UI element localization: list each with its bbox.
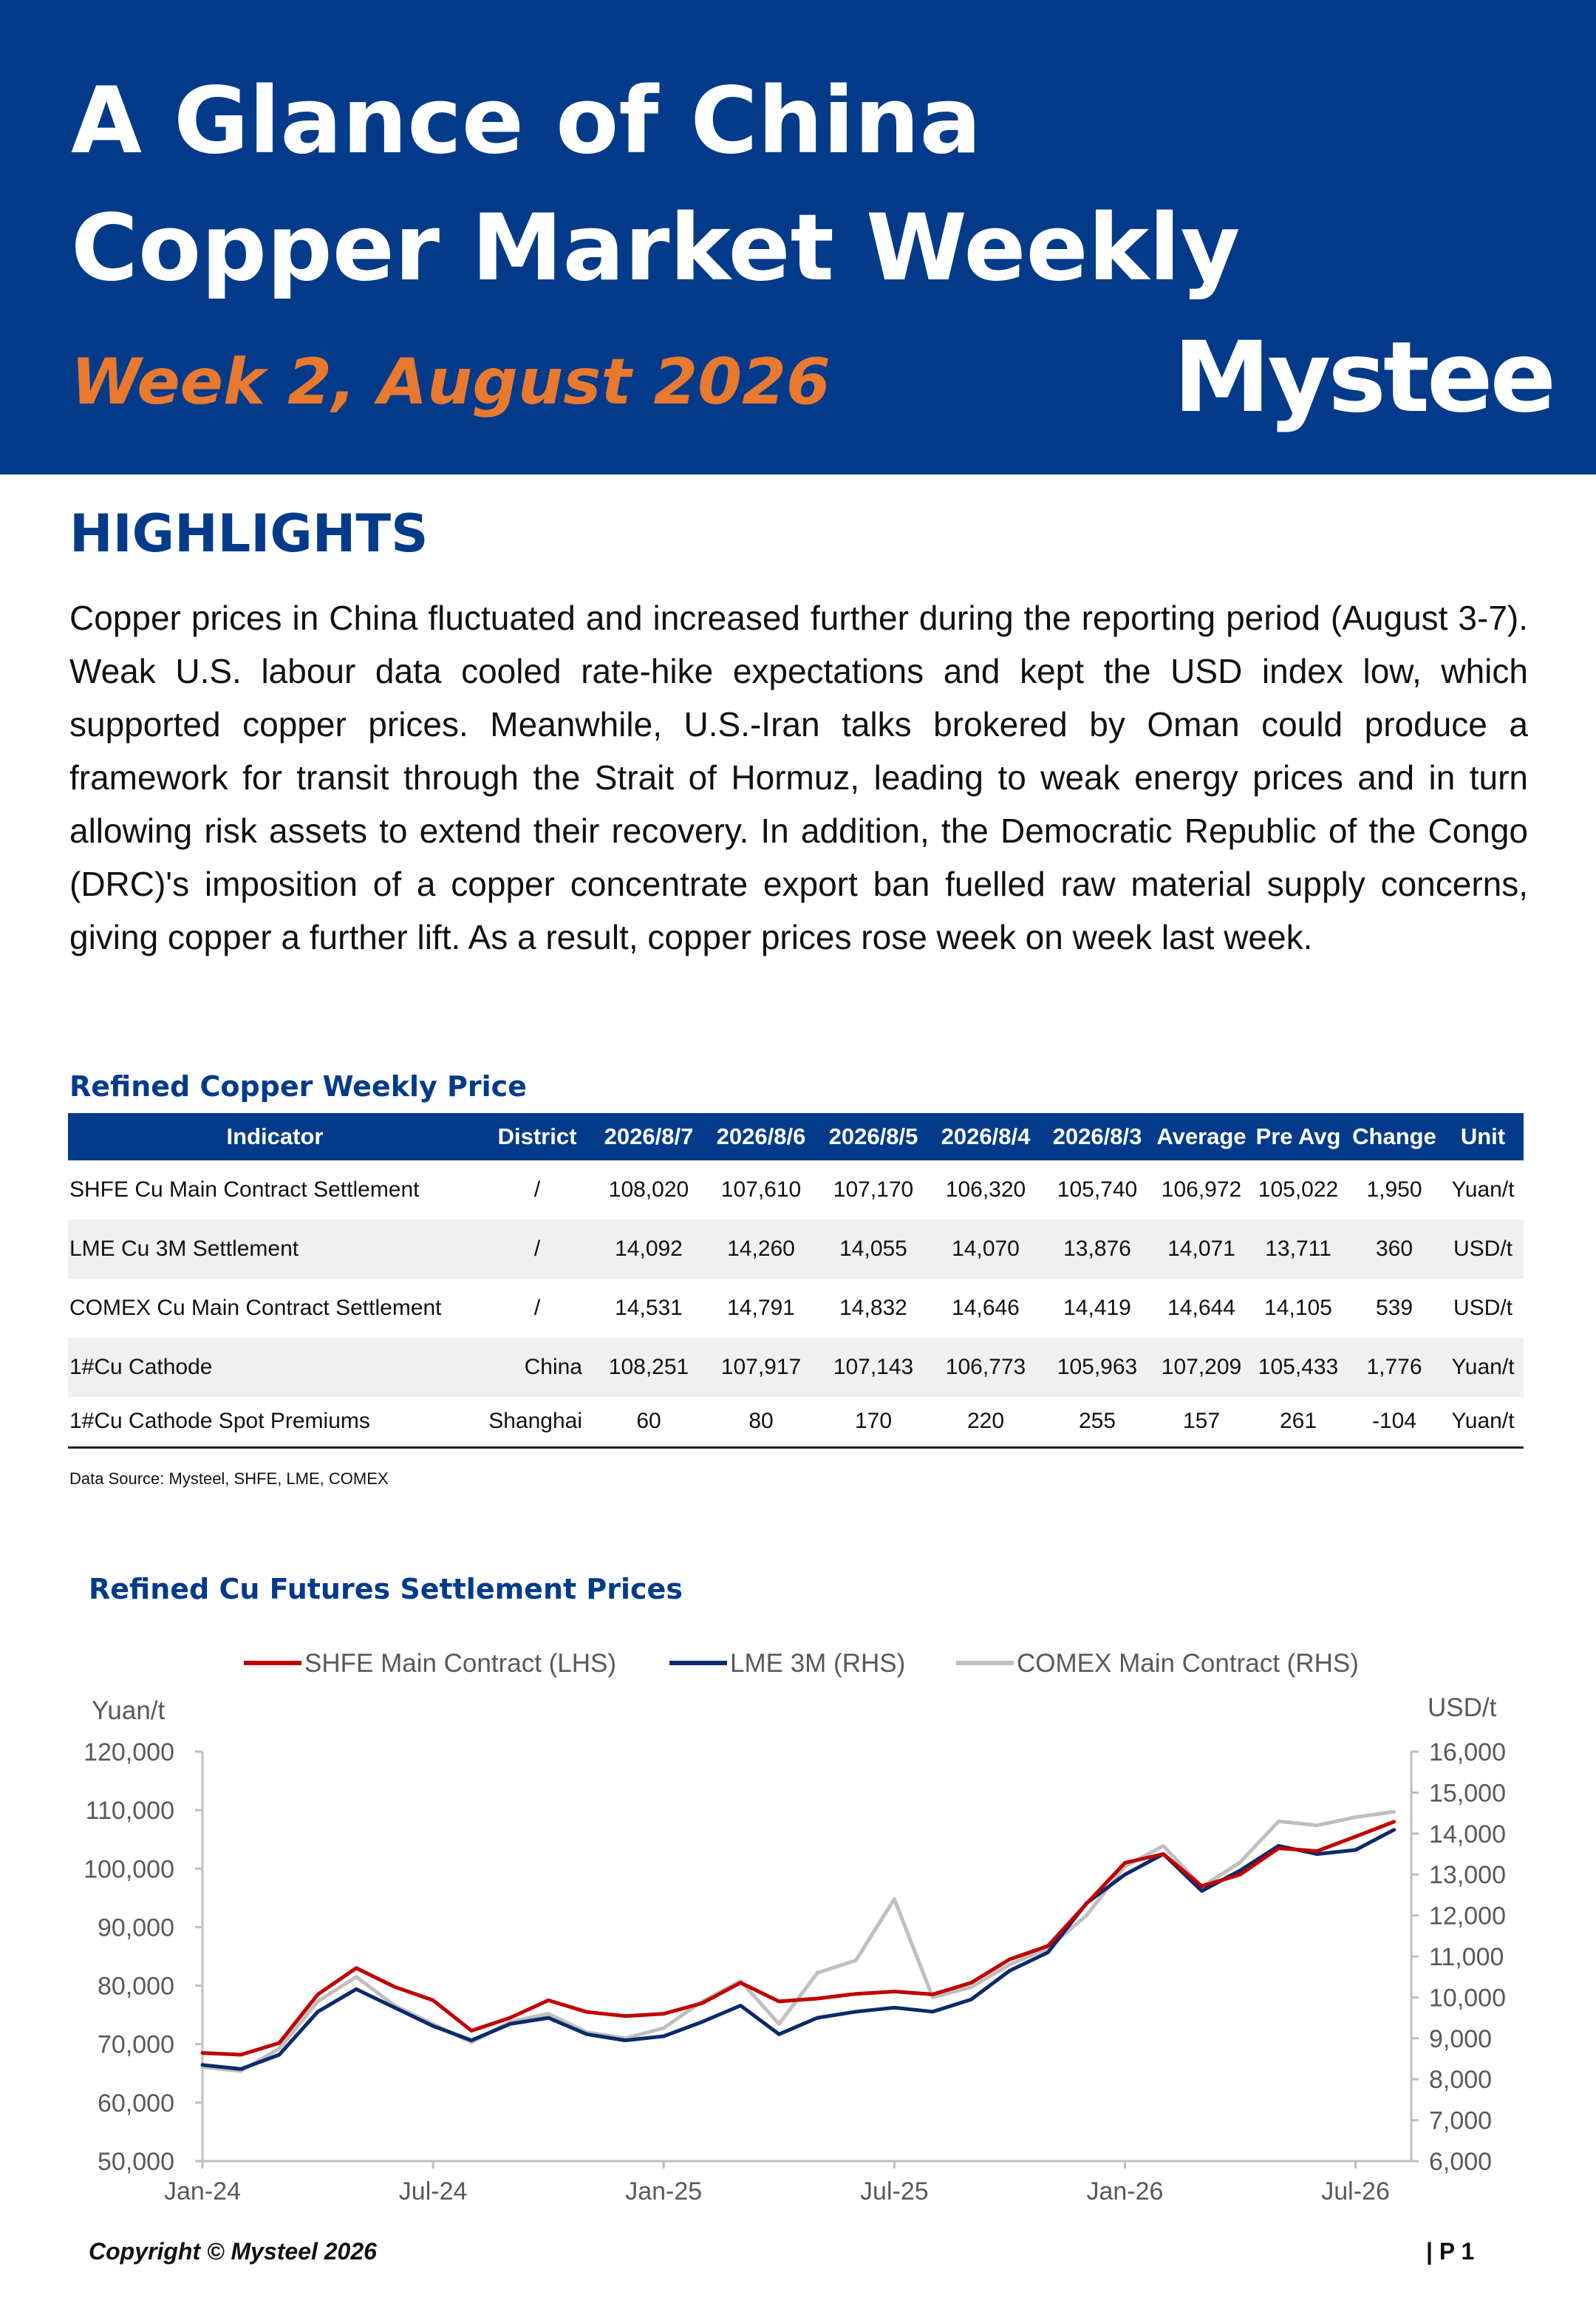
cell-value: 14,531 [615,1296,683,1320]
cell-value: 14,419 [1063,1296,1131,1320]
cell-value: 107,143 [817,1338,930,1397]
chart-series [202,1812,1394,2071]
cell-unit: USD/t [1442,1220,1524,1279]
cell-pre-avg: 105,022 [1258,1177,1339,1202]
cell-indicator: COMEX Cu Main Contract Settlement [69,1296,442,1320]
header-banner [0,0,1596,475]
x-tick-label: Jan-26 [1086,2177,1164,2203]
chart-legend [244,1649,1359,1678]
legend-label-comex: COMEX Main Contract (RHS) [1017,1649,1359,1678]
x-tick-label: Jan-25 [625,2177,703,2203]
y-tick-label-right: 7,000 [1429,2106,1493,2135]
highlights-heading: HIGHLIGHTS [69,503,429,564]
report-title: A Glance of China Copper Market Weekly [71,68,1241,302]
header-district: District [482,1113,593,1160]
table-row [68,1338,1524,1397]
price-table-title: Refined Copper Weekly Price [69,1070,527,1103]
cell-average: 14,644 [1167,1296,1235,1320]
cell-average: 107,209 [1153,1338,1250,1397]
cell-unit: Yuan/t [1442,1397,1524,1447]
cell-value: 14,832 [839,1296,907,1320]
cell-value: 107,917 [705,1338,817,1397]
y-tick-label-right: 14,000 [1429,1820,1506,1848]
header-date: 2026/8/6 [705,1113,817,1160]
y-tick-label-left: 70,000 [98,2030,174,2059]
y-tick-label-left: 100,000 [83,1855,174,1884]
cell-value: 14,791 [727,1296,795,1320]
footer-copyright: Copyright © Mysteel 2026 [89,2238,377,2265]
cell-average: 157 [1153,1397,1250,1447]
cell-average: 106,972 [1161,1177,1242,1202]
cell-value: 14,092 [593,1220,705,1279]
highlights-text: Copper prices in China fluctuated and increased further during the reporting period (August 3-7). Weak U.S. labour data cooled rate-hike expectations and kept the USD index low, which supported copper prices. Meanwhile, U.S.-Iran talks brokered by Oman could produce a framework for transit through the Strait of Hormuz, leading to weak energy prices and in turn allowing risk assets to extend their recovery. In addition, the Democratic Republic of the Congo (DRC)'s imposition of a copper concentrate export ban fuelled raw material supply concerns, giving copper a further lift. As a result, copper prices rose week on week last week. [69,599,1528,956]
cell-average: 14,071 [1153,1220,1250,1279]
cell-value: 220 [930,1397,1042,1447]
footer-page-number: | P 1 [1426,2238,1475,2265]
cell-value: 80 [705,1397,817,1447]
cell-district: Shanghai [482,1397,593,1447]
logo-wordmark: Mysteel [1173,321,1558,435]
header-average: Average [1153,1113,1250,1160]
table-row [68,1220,1524,1279]
x-tick-label: Jan-24 [164,2177,241,2203]
y-tick-label-right: 11,000 [1429,1943,1504,1971]
table-row [68,1279,1524,1338]
cell-value: 60 [593,1397,705,1447]
cell-indicator: 1#Cu Cathode [68,1338,482,1397]
cell-value: 14,646 [952,1296,1020,1320]
report-week: Week 2, August 2026 [71,345,831,419]
table-row [68,1160,1524,1220]
y-tick-label-left: 80,000 [98,1972,174,2001]
series-line-comex [202,1812,1394,2071]
x-tick-label: Jul-24 [398,2177,468,2203]
cell-value: 105,740 [1057,1177,1138,1202]
legend-label-shfe: SHFE Main Contract (LHS) [304,1649,617,1678]
cell-change: 539 [1375,1296,1413,1320]
series-line-lme [202,1830,1394,2069]
cell-unit: USD/t [1453,1296,1513,1320]
header-date: 2026/8/7 [593,1113,705,1160]
cell-value: 14,055 [817,1220,930,1279]
cell-value: 14,260 [705,1220,817,1279]
y-tick-label-right: 8,000 [1429,2066,1493,2095]
y-tick-label-left: 50,000 [98,2148,174,2176]
y-tick-label-left: 60,000 [98,2089,174,2118]
chart-title: Refined Cu Futures Settlement Prices [89,1573,683,1605]
y-tick-label-right: 6,000 [1429,2148,1493,2176]
table-header-row [68,1113,1524,1160]
mysteel-logo-mark [1173,316,1558,442]
legend-label-lme: LME 3M (RHS) [730,1649,906,1678]
cell-change: -104 [1346,1397,1442,1447]
y-axis-left-label: Yuan/t [92,1696,166,1725]
cell-value: 108,020 [608,1177,689,1202]
header-date: 2026/8/3 [1042,1113,1153,1160]
cell-pre-avg: 261 [1250,1397,1346,1447]
cell-value: 106,320 [945,1177,1026,1202]
y-tick-label-right: 10,000 [1429,1984,1506,2013]
y-tick-label-right: 16,000 [1429,1738,1506,1766]
header-pre-avg: Pre Avg [1250,1113,1346,1160]
cell-district: / [533,1296,541,1320]
cell-value: 14,070 [930,1220,1042,1279]
cell-value: 108,251 [593,1338,705,1397]
y-axis-right-label: USD/t [1428,1693,1497,1722]
header-unit: Unit [1442,1113,1524,1160]
cell-value: 107,610 [720,1177,802,1202]
cell-value: 255 [1042,1397,1153,1447]
y-tick-label-left: 120,000 [83,1738,174,1766]
cell-change: 1,950 [1366,1177,1422,1202]
cell-value: 106,773 [930,1338,1042,1397]
cell-pre-avg: 105,433 [1250,1338,1346,1397]
series-line-shfe [202,1822,1394,2055]
cell-district: China [482,1338,593,1397]
cell-indicator: LME Cu 3M Settlement [68,1220,482,1279]
mysteel-logo [1173,316,1558,442]
cell-indicator: 1#Cu Cathode Spot Premiums [68,1397,482,1447]
header-change: Change [1346,1113,1442,1160]
y-tick-label-right: 13,000 [1429,1861,1506,1890]
cell-value: 13,876 [1042,1220,1153,1279]
cell-change: 1,776 [1346,1338,1442,1397]
y-tick-label-left: 110,000 [85,1797,174,1826]
y-tick-label-right: 15,000 [1429,1779,1506,1808]
cell-pre-avg: 13,711 [1250,1220,1346,1279]
header-indicator: Indicator [68,1113,482,1160]
cell-indicator: SHFE Cu Main Contract Settlement [69,1177,420,1202]
y-tick-label-right: 12,000 [1429,1902,1506,1931]
cell-unit: Yuan/t [1451,1177,1515,1202]
x-tick-label: Jul-25 [860,2177,929,2203]
futures-price-chart [0,1619,1596,2203]
cell-value: 105,963 [1042,1338,1153,1397]
chart-axes [83,1738,1506,2203]
table-data-source: Data Source: Mysteel, SHFE, LME, COMEX [69,1469,389,1488]
cell-change: 360 [1346,1220,1442,1279]
header-date: 2026/8/5 [817,1113,930,1160]
cell-pre-avg: 14,105 [1264,1296,1332,1320]
table-row [68,1397,1524,1447]
header-date: 2026/8/4 [930,1113,1042,1160]
cell-district: / [533,1177,541,1202]
weekly-price-table [68,1113,1524,1449]
cell-district: / [482,1220,593,1279]
cell-value: 107,170 [833,1177,914,1202]
y-tick-label-left: 90,000 [98,1914,174,1942]
cell-unit: Yuan/t [1442,1338,1524,1397]
y-tick-label-right: 9,000 [1429,2024,1493,2053]
x-tick-label: Jul-26 [1321,2177,1390,2203]
cell-value: 170 [817,1397,930,1447]
